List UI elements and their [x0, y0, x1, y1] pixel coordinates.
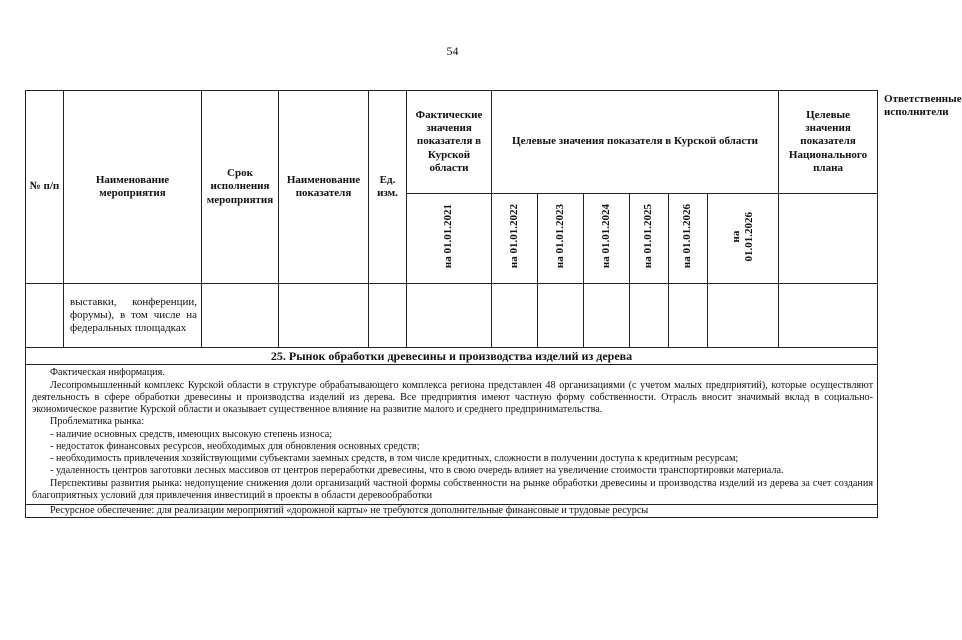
header-indicator-name: Наименование показателя: [279, 91, 369, 284]
row-unit-cell: [369, 284, 407, 348]
row-2024-cell: [584, 284, 630, 348]
date-2023-label: на 01.01.2023: [553, 204, 566, 269]
row-2023-cell: [538, 284, 584, 348]
date-2022-label: на 01.01.2022: [507, 204, 520, 269]
header-unit: Ед. изм.: [369, 91, 407, 284]
header-actual-values: Фактические значения показателя в Курской области: [407, 91, 492, 194]
row-2022-cell: [492, 284, 538, 348]
section-prospects: Перспективы развития рынка: недопущение снижения доли организаций частной формы собственности на рынке обработки древесины и производства изделий из дерева за счет создания благоприятных условий для привлечения инвестиций в проекты в области деревообработки: [32, 477, 874, 501]
header-deadline: Срок исполнения мероприятия: [202, 91, 279, 284]
row-measure-cell: выставки, конференции, форумы), в том числе на федеральных площадках: [64, 284, 202, 348]
section-factual-heading: Фактическая информация.: [50, 367, 165, 379]
header-date-2024: [584, 194, 630, 284]
row-2025-cell: [630, 284, 669, 348]
section-problem-1: - наличие основных средств, имеющих высокую степень износа;: [50, 428, 333, 440]
table-row: [26, 284, 878, 348]
row-deadline-cell: [202, 284, 279, 348]
header-target-kursk: Целевые значения показателя в Курской области: [492, 91, 779, 194]
date-2026-label: на 01.01.2026: [681, 204, 694, 269]
row-actual-cell: [407, 284, 492, 348]
header-target-national: Целевые значения показателя Национального плана: [779, 91, 878, 194]
section-problem-3: - необходимость привлечения хозяйствующими субъектами заемных средств, в том числе кредитных, сложности в получении доступа к кредитным ресурсам;: [50, 453, 739, 465]
page-number: 54: [446, 44, 459, 58]
header-date-2022: [492, 194, 538, 284]
row-indicator-cell: [279, 284, 369, 348]
row-2026-cell: [669, 284, 708, 348]
date-national-part-b: 01.01.2026: [743, 211, 756, 262]
roadmap-table: № п/п Наименование мероприятия Срок исполнения мероприятия Наименование показателя Ед. изм. Фактические значения показателя в Курской области Целевые значения показателя в Курской области Целевые значения показателя Национального плана Ответственные исполнители на 01.01.2021 на 01.01.2022 на 01.01.2023 на 01.01.2024 на 01.01.2025 на 01.01.2026 на 01.01.2026 выставки, конференции, форумы), в том числе на федеральных площадках 25. Рынок обработки древесины и производства изделий из дерева Фактическая информация. Лесопромышленный комплекс Курской области в структуре обрабатывающего комплекса региона представлен 48 организациями (с учетом малых предприятий), которые осуществляют деятельность в сфере обработки древесины и производства изделий из дерева. Все предприятия имеют частную форму собственности. Отрасль вносит значимый вклад в социально-экономическое развитие Курской области и оказывает существенное влияние на развитие малого и среднего предпринимательства. Проблематика рынка: - наличие основных средств, имеющих высокую степень износа; - недостаток финансовых ресурсов, необходимых для обновления основных средств; - необходимость привлечения хозяйствующими субъектами заемных средств, в том числе кредитных, сложности в получении доступа к кредитным ресурсам; - удаленность центров заготовки лесных массивов от центров переработки древесины, что в свою очередь влияет на увеличение стоимости транспортировки материала. Перспективы развития рынка: недопущение снижения доли организаций частной формы собственности на рынке обработки древесины и производства изделий из дерева за счет создания благоприятных условий для привлечения инвестиций в проекты в области деревообработки Ресурсное обеспечение: для реализации мероприятий «дорожной карты» не требуются дополнительные финансовые и трудовые ресурсы: [25, 90, 878, 518]
section-problems-heading: Проблематика рынка:: [50, 416, 145, 428]
section-problem-2: - недостаток финансовых ресурсов, необходимых для обновления основных средств;: [50, 440, 420, 452]
section-title: 25. Рынок обработки древесины и производства изделий из дерева: [26, 348, 878, 365]
row-num-cell: [26, 284, 64, 348]
header-date-2021: [407, 194, 492, 284]
section-problem-4: - удаленность центров заготовки лесных массивов от центров переработки древесины, что в свою очередь влияет на увеличение стоимости транспортировки материала.: [50, 465, 784, 477]
header-date-2026: [669, 194, 708, 284]
date-national-part-a: на: [729, 230, 742, 243]
header-date-national: [708, 194, 779, 284]
date-2024-label: на 01.01.2024: [599, 204, 612, 269]
header-measure-name: Наименование мероприятия: [64, 91, 202, 284]
date-national-label: [730, 212, 756, 262]
row-responsible-cell: [779, 284, 878, 348]
row-national-cell: [708, 284, 779, 348]
header-date-2023: [538, 194, 584, 284]
section-factual-text: Лесопромышленный комплекс Курской области в структуре обрабатывающего комплекса региона представлен 48 организациями (с учетом малых предприятий), которые осуществляют деятельность в сфере обработки древесины и производства изделий из дерева. Все предприятия имеют частную форму собственности. Отрасль вносит значимый вклад в социально-экономическое развитие Курской области и оказывает существенное влияние на развитие малого и среднего предпринимательства.: [32, 379, 874, 416]
header-date-2025: [630, 194, 669, 284]
date-2025-label: на 01.01.2025: [642, 204, 655, 269]
date-2021-label: на 01.01.2021: [442, 204, 455, 269]
section-text: [26, 365, 878, 505]
header-num: № п/п: [26, 91, 64, 284]
section-resources: Ресурсное обеспечение: для реализации мероприятий «дорожной карты» не требуются дополнительные финансовые и трудовые ресурсы: [26, 504, 878, 517]
